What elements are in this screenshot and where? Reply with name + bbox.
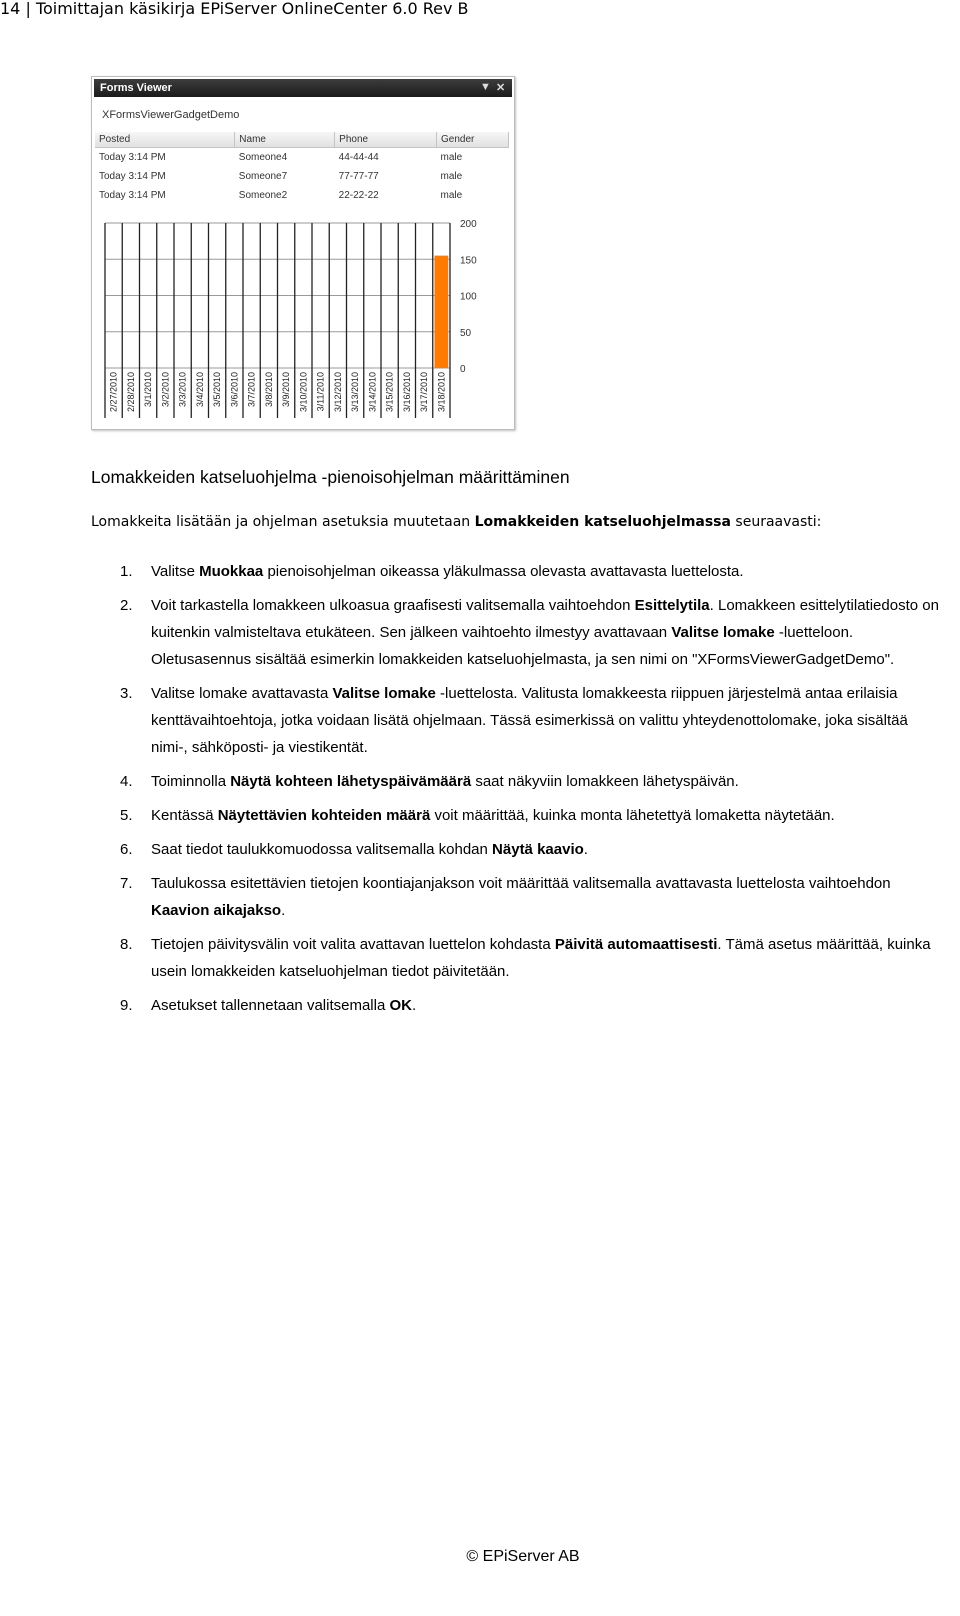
submissions-chart: [92, 77, 514, 429]
step-number: 2.: [120, 597, 133, 614]
y-tick-label: 0: [460, 364, 466, 375]
cell-gender: male: [440, 190, 463, 201]
close-icon[interactable]: ✕: [496, 82, 506, 94]
bold-term: Muokkaa: [199, 563, 264, 580]
cell-name: Someone7: [238, 171, 288, 182]
step-text: [151, 931, 946, 985]
list-item: [0, 870, 960, 924]
text-run: . Lomakkeen esittelytilatiedosto on kuitenkin valmisteltava etukäteen. Sen jälkeen vaihtoehto ilmestyy avattavaan: [151, 597, 939, 641]
forms-viewer-gadget: [91, 76, 515, 430]
step-number: 4.: [120, 773, 133, 790]
list-item: [0, 680, 960, 761]
bold-term: Lomakkeiden katseluohjelmassa: [474, 514, 731, 530]
gadget-menu-icon[interactable]: ▼: [480, 81, 491, 93]
x-tick-label: 3/2/2010: [160, 372, 171, 408]
cell-posted: Today 3:14 PM: [99, 152, 166, 163]
section-title: Lomakkeiden katseluohjelma -pienoisohjelman määrittäminen: [91, 467, 570, 487]
step-text: [151, 802, 946, 829]
text-run: .: [281, 902, 286, 919]
text-run: Toiminnolla: [151, 773, 231, 790]
text-run: -luettelosta. Valitusta lomakkeesta riippuen järjestelmä antaa erilaisia kenttävaihtoehtoja, jotka voidaan lisätä ohjelmaan. Tässä esimerkissä on valittu yhteydenottolomake, joka sisältää nimi-, sähköposti- ja viestikentät.: [151, 685, 908, 756]
text-run: .: [583, 841, 588, 858]
page-footer: © EPiServer AB: [466, 1548, 580, 1565]
x-tick-label: 3/12/2010: [332, 372, 343, 413]
text-run: Saat tiedot taulukkomuodossa valitsemalla kohdan: [151, 841, 493, 858]
x-tick-label: 3/17/2010: [419, 372, 430, 413]
x-tick-label: 3/16/2010: [401, 372, 412, 413]
step-text: [151, 836, 946, 863]
step-text: [151, 592, 946, 673]
cell-phone: 22-22-22: [338, 190, 379, 201]
text-run: Lomakkeita lisätään ja ohjelman asetuksia muutetaan: [91, 514, 475, 530]
gadget-title: Forms Viewer: [100, 82, 172, 94]
cell-name: Someone2: [238, 190, 288, 201]
bold-term: Näytettävien kohteiden määrä: [217, 807, 431, 824]
text-run: -luetteloon. Oletusasennus sisältää esimerkin lomakkeiden katseluohjelmasta, ja sen nimi on "XFormsViewerGadgetDemo".: [151, 624, 895, 668]
column-header-name[interactable]: Name: [235, 132, 335, 148]
list-item: [0, 558, 960, 585]
list-item: [0, 802, 960, 829]
column-header-phone[interactable]: Phone: [335, 132, 437, 148]
cell-posted: Today 3:14 PM: [99, 190, 166, 201]
steps-list: [0, 558, 960, 1026]
y-tick-label: 150: [460, 255, 477, 267]
list-item: [0, 992, 960, 1019]
cell-gender: male: [440, 152, 463, 163]
list-item: [0, 931, 960, 985]
bold-term: Näytä kaavio: [492, 841, 584, 858]
list-item: [0, 836, 960, 863]
form-name: XFormsViewerGadgetDemo: [102, 109, 240, 121]
bar: [434, 256, 448, 368]
list-item: [0, 592, 960, 673]
text-run: Voit tarkastella lomakkeen ulkoasua graafisesti valitsemalla vaihtoehdon: [151, 597, 635, 614]
y-tick-label: 50: [460, 327, 472, 339]
step-text: [151, 870, 946, 924]
step-text: [151, 992, 946, 1019]
x-tick-label: 3/8/2010: [263, 372, 274, 408]
bold-term: Valitse lomake: [332, 685, 436, 702]
step-number: 6.: [120, 841, 133, 858]
x-tick-label: 3/6/2010: [229, 372, 240, 408]
text-run: Asetukset tallennetaan valitsemalla: [151, 997, 390, 1014]
x-tick-label: 3/9/2010: [281, 372, 292, 408]
cell-posted: Today 3:14 PM: [99, 171, 166, 182]
x-tick-label: 3/14/2010: [367, 372, 378, 413]
text-run: Valitse lomake avattavasta: [151, 685, 333, 702]
step-text: [151, 680, 946, 761]
text-run: .: [411, 997, 417, 1014]
intro-paragraph: [91, 512, 931, 532]
text-run: voit määrittää, kuinka monta lähetettyä lomaketta näytetään.: [430, 807, 835, 824]
x-tick-label: 2/27/2010: [108, 372, 119, 413]
bold-term: OK: [389, 997, 412, 1014]
bold-term: Esittelytila: [634, 597, 710, 614]
bold-term: Kaavion aikajakso: [151, 902, 282, 919]
bold-term: Päivitä automaattisesti: [554, 936, 718, 953]
x-tick-label: 3/15/2010: [384, 372, 395, 413]
column-header-gender[interactable]: Gender: [437, 132, 509, 148]
cell-gender: male: [440, 171, 463, 182]
step-number: 1.: [120, 563, 133, 580]
step-number: 9.: [120, 997, 133, 1014]
x-tick-label: 3/11/2010: [315, 372, 326, 412]
text-run: Taulukossa esitettävien tietojen koontiajanjakson voit määrittää valitsemalla avattavasta luettelosta vaihtoehdon: [151, 875, 891, 892]
step-number: 3.: [120, 685, 133, 702]
y-tick-label: 100: [460, 291, 477, 303]
text-run: pienoisohjelman oikeassa yläkulmassa olevasta avattavasta luettelosta.: [263, 563, 744, 580]
x-tick-label: 3/5/2010: [212, 372, 223, 408]
bold-term: Valitse lomake: [671, 624, 775, 641]
step-number: 7.: [120, 875, 133, 892]
page-header: 14 | Toimittajan käsikirja EPiServer OnlineCenter 6.0 Rev B: [0, 0, 469, 18]
x-tick-label: 3/3/2010: [177, 372, 188, 408]
cell-phone: 77-77-77: [338, 171, 379, 182]
column-header-posted[interactable]: Posted: [95, 132, 235, 148]
x-tick-label: 3/10/2010: [298, 372, 309, 413]
x-tick-label: 3/1/2010: [143, 372, 154, 408]
text-run: saat näkyviin lomakkeen lähetyspäivän.: [471, 773, 739, 790]
x-tick-label: 3/7/2010: [246, 372, 257, 408]
text-run: . Tämä asetus määrittää, kuinka usein lomakkeiden katseluohjelman tiedot päivitetään.: [151, 936, 931, 980]
step-number: 5.: [120, 807, 133, 824]
y-tick-label: 200: [460, 219, 477, 230]
cell-name: Someone4: [238, 152, 288, 163]
list-item: [0, 768, 960, 795]
text-run: Kentässä: [151, 807, 218, 824]
step-text: [151, 768, 946, 795]
text-run: Tietojen päivitysvälin voit valita avattavan luettelon kohdasta: [151, 936, 555, 953]
cell-phone: 44-44-44: [338, 152, 379, 163]
bold-term: Näytä kohteen lähetyspäivämäärä: [230, 773, 472, 790]
x-tick-label: 2/28/2010: [125, 372, 136, 413]
x-tick-label: 3/4/2010: [194, 372, 205, 408]
text-run: Valitse: [151, 563, 200, 580]
step-text: [151, 558, 946, 585]
x-tick-label: 3/13/2010: [350, 372, 361, 413]
step-number: 8.: [120, 936, 133, 953]
x-tick-label: 3/18/2010: [436, 372, 447, 413]
text-run: seuraavasti:: [730, 514, 822, 530]
